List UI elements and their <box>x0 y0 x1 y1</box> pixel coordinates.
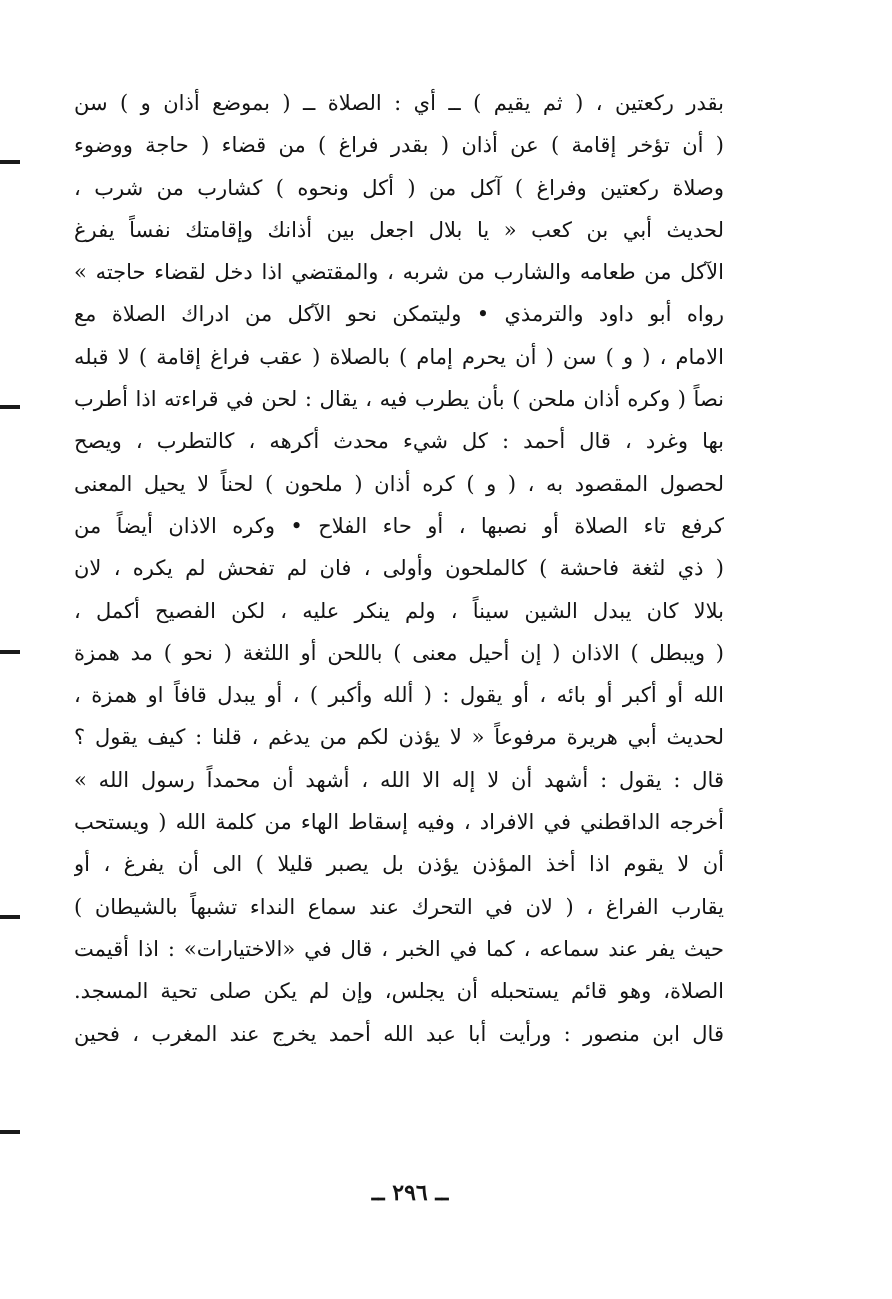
body-text <box>74 82 724 1055</box>
margin-mark <box>0 160 20 164</box>
text-line: لحصول المقصود به ، ( و ) كره أذان ( ملحون ) لحناً لا يحيل المعنى <box>74 471 724 496</box>
text-line: الله أو أكبر أو بائه ، أو يقول : ( ألله وأكبر ) ، أو يبدل قافاً او همزة ، <box>74 683 724 708</box>
margin-mark <box>0 1130 20 1134</box>
text-line: لحديث أبي بن كعب « يا بلال اجعل بين أذانك وإقامتك نفساً يفرغ <box>74 217 724 242</box>
text-line: حيث يفر عند سماعه ، كما في الخبر ، قال في «الاختيارات» : اذا أقيمت <box>74 936 724 961</box>
text-line: ( ويبطل ) الاذان ( إن أحيل معنى ) باللحن أو اللثغة ( نحو ) مد همزة <box>74 640 724 665</box>
text-line: الامام ، ( و ) سن ( أن يحرم إمام ) بالصلاة ( عقب فراغ إقامة ) لا قبله <box>74 344 724 369</box>
text-line: يقارب الفراغ ، ( لان في التحرك عند سماع النداء تشبهاً بالشيطان ) <box>74 894 724 919</box>
text-line: أن لا يقوم اذا أخذ المؤذن يؤذن بل يصبر قليلا ) الى أن يفرغ ، أو <box>74 852 724 877</box>
margin-mark <box>0 650 20 654</box>
text-line: الآكل من طعامه والشارب من شربه ، والمقتضي اذا دخل لقضاء حاجته » <box>74 260 724 285</box>
text-line: لحديث أبي هريرة مرفوعاً « لا يؤذن لكم من يدغم ، قلنا : كيف يقول ؟ <box>74 725 724 750</box>
text-line: قال : يقول : أشهد أن لا إله الا الله ، أشهد أن محمداً رسول الله » <box>74 767 724 792</box>
text-line: كرفع تاء الصلاة أو نصبها ، أو حاء الفلاح • وكره الاذان أيضاً من <box>74 513 724 538</box>
margin-mark <box>0 915 20 919</box>
text-line: وصلاة ركعتين وفراغ ) آكل من ( أكل ونحوه ) كشارب من شرب ، <box>74 175 724 200</box>
text-line: ( ذي لثغة فاحشة ) كالملحون وأولى ، فان لم تفحش لم يكره ، لان <box>74 556 724 581</box>
text-line: ( أن تؤخر إقامة ) عن أذان ( بقدر فراغ ) من قضاء ( حاجة ووضوء <box>74 133 724 158</box>
text-line: أخرجه الداقطني في الافراد ، وفيه إسقاط الهاء من كلمة الله ( ويستحب <box>74 810 724 835</box>
page-number: ــ ٢٩٦ ــ <box>371 1180 449 1206</box>
text-line: قال ابن منصور : ورأيت أبا عبد الله أحمد يخرج عند المغرب ، فحين <box>74 1021 724 1046</box>
text-line: رواه أبو داود والترمذي • وليتمكن نحو الآكل من ادراك الصلاة مع <box>74 302 724 327</box>
margin-mark <box>0 405 20 409</box>
text-line: بلالا كان يبدل الشين سيناً ، ولم ينكر عليه ، لكن الفصيح أكمل ، <box>74 598 724 623</box>
text-line: نصاً ( وكره أذان ملحن ) بأن يطرب فيه ، يقال : لحن في قراءته اذا أطرب <box>74 387 724 412</box>
text-line: الصلاة، وهو قائم يستحبله أن يجلس، وإن لم يكن صلى تحية المسجد. <box>74 979 724 1004</box>
text-line: بقدر ركعتين ، ( ثم يقيم ) ــ أي : الصلاة ــ ( بموضع أذان و ) سن <box>74 91 724 115</box>
text-line: بها وغرد ، قال أحمد : كل شيء محدث أكرهه ، كالتطرب ، ويصح <box>74 429 724 454</box>
